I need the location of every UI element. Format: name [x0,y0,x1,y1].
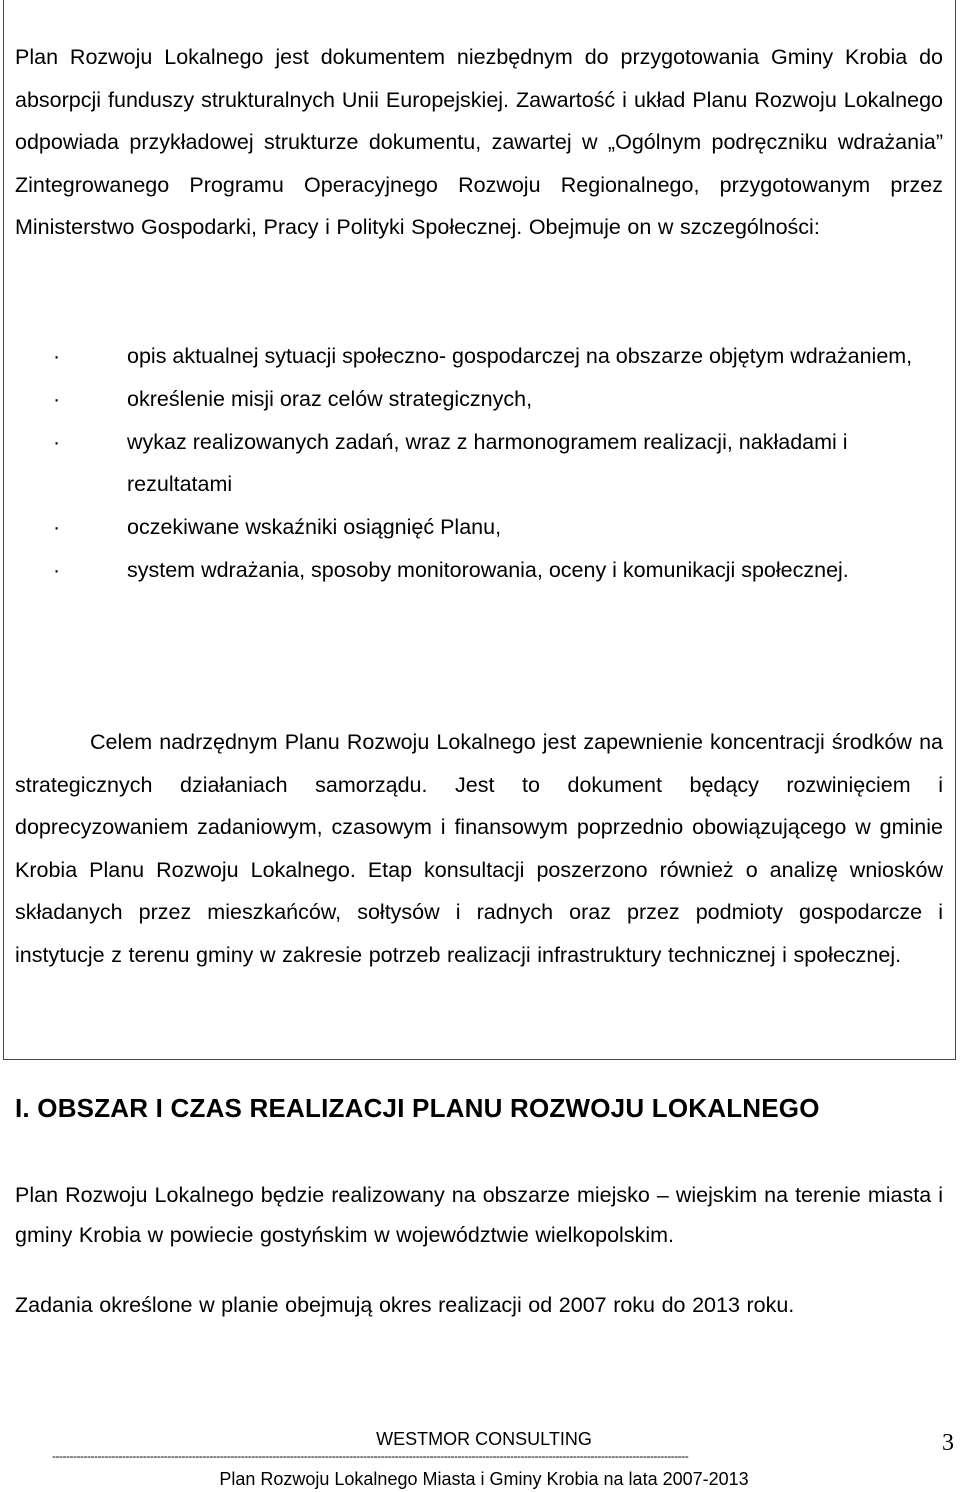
list-item-text: opis aktualnej sytuacji społeczno- gospodarczej na obszarze objętym wdrażaniem, [127,344,913,368]
bullet: · [53,429,61,454]
contents-list [15,335,915,592]
list-item-text: oczekiwane wskaźniki osiągnięć Planu, [127,515,502,540]
list-item-text: system wdrażania, sposoby monitorowania, oceny i komunikacji społecznej. [127,557,849,582]
list-item-text: wykaz realizowanych zadań, wraz z harmonogramem realizacji, nakładami i rezultatami [127,429,848,497]
period-paragraph: Zadania określone w planie obejmują okres realizacji od 2007 roku do 2013 roku. [15,1293,795,1317]
intro-paragraph: Plan Rozwoju Lokalnego jest dokumentem niezbędnym do przygotowania Gminy Krobia do absorpcji funduszy strukturalnych Unii Europejskiej. Zawartość i układ Planu Rozwoju Lokalnego odpowiada przykładowej strukturze dokumentu, zawartej w „Ogólnym podręczniku wdrażania” Zintegrowanego Programu Operacyjnego Rozwoju Regionalnego, przygotowanym przez Ministerstwo Gospodarki, Pracy i Polityki Społecznej. Obejmuje on w szczególności: [15,45,943,240]
section-heading: I. OBSZAR I CZAS REALIZACJI PLANU ROZWOJU LOKALNEGO [15,1093,820,1123]
list-item [15,506,915,549]
footer-company: WESTMOR CONSULTING [376,1429,592,1449]
list-item [15,549,915,592]
footer-document-title: Plan Rozwoju Lokalnego Miasta i Gminy Krobia na lata 2007-2013 [219,1469,749,1489]
goal-paragraph: Celem nadrzędnym Planu Rozwoju Lokalnego jest zapewnienie koncentracji środków na strategicznych działaniach samorządu. Jest to dokument będący rozwinięciem i doprecyzowaniem zadaniowym, czasowym i finansowym poprzednio obowiązującego w gminie Krobia Planu Rozwoju Lokalnego. Etap konsultacji poszerzono również o analizę wniosków składanych przez mieszkańców, sołtysów i radnych oraz przez podmioty gospodarcze i instytucje z terenu gminy w zakresie potrzeb realizacji infrastruktury technicznej i społecznej. [15,730,943,967]
area-paragraph: Plan Rozwoju Lokalnego będzie realizowany na obszarze miejsko – wiejskim na terenie miasta i gminy Krobia w powiecie gostyńskim w województwie wielkopolskim. [15,1183,943,1247]
bullet: · [53,557,61,582]
bullet: · [53,515,61,540]
list-item [15,378,915,421]
list-item [15,421,915,507]
list-item [15,335,915,378]
list-item-text: określenie misji oraz celów strategicznych, [127,386,533,411]
page-number: 3 [942,1430,954,1456]
bullet: · [53,386,61,411]
footer-divider: -------------------------------------------------------------------------------------------------------------------------------------------------------------------------------------- [52,1449,689,1463]
bullet: · [53,344,61,368]
